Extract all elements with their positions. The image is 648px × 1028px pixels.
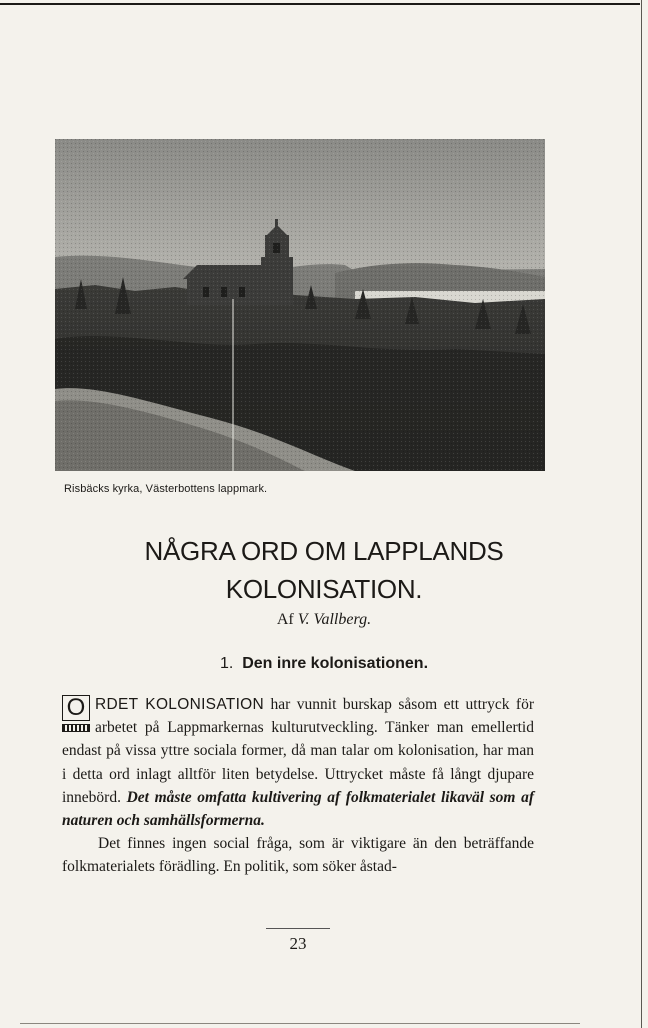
- page-number: 23: [289, 934, 307, 953]
- page-right-edge: [641, 0, 642, 1028]
- byline-author: V. Vallberg.: [297, 611, 372, 628]
- section-heading: [40, 655, 608, 673]
- church-photograph: [55, 139, 545, 471]
- drop-cap-letter: O: [62, 695, 90, 721]
- ornament-icon: [62, 724, 90, 732]
- paragraph-1: [62, 693, 534, 832]
- paragraph-1-caps: RDET KOLONISATION: [95, 696, 265, 713]
- photo-caption: Risbäcks kyrka, Västerbottens lappmark.: [64, 483, 268, 495]
- paragraph-2: Det finnes ingen social fråga, som är viktigare än den beträffande folkmaterialets förädling. En politik, som söker åstad-: [62, 835, 534, 876]
- article-title: [40, 532, 608, 608]
- article-body: [62, 693, 534, 879]
- byline-prefix: Af: [276, 611, 294, 628]
- section-title: Den inre kolonisationen.: [242, 655, 429, 672]
- page-number-rule: [266, 928, 330, 929]
- title-line-1: NÅGRA ORD OM LAPPLANDS: [144, 536, 504, 566]
- drop-cap: [62, 695, 90, 733]
- byline: [40, 611, 608, 629]
- paragraph-1-text: har vunnit burskap såsom ett uttryck för arbetet på Lappmarkernas kulturutveckling. Tänker man emellertid endast på vissa yttre sociala former, då man talar om kolonisation, har man i detta ord inlagt alltför liten betydelse. Uttrycket måste få långt djupare innebörd.: [62, 696, 534, 806]
- bottom-border-rule: [20, 1023, 580, 1024]
- paragraph-1-emphasis: Det måste omfatta kultivering af folkmaterialet likaväl som af naturen och samhällsformerna.: [62, 788, 534, 830]
- photograph-image: [55, 139, 545, 471]
- top-border-rule: [0, 3, 640, 5]
- section-number: 1.: [219, 655, 234, 672]
- title-line-2: KOLONISATION.: [225, 574, 423, 604]
